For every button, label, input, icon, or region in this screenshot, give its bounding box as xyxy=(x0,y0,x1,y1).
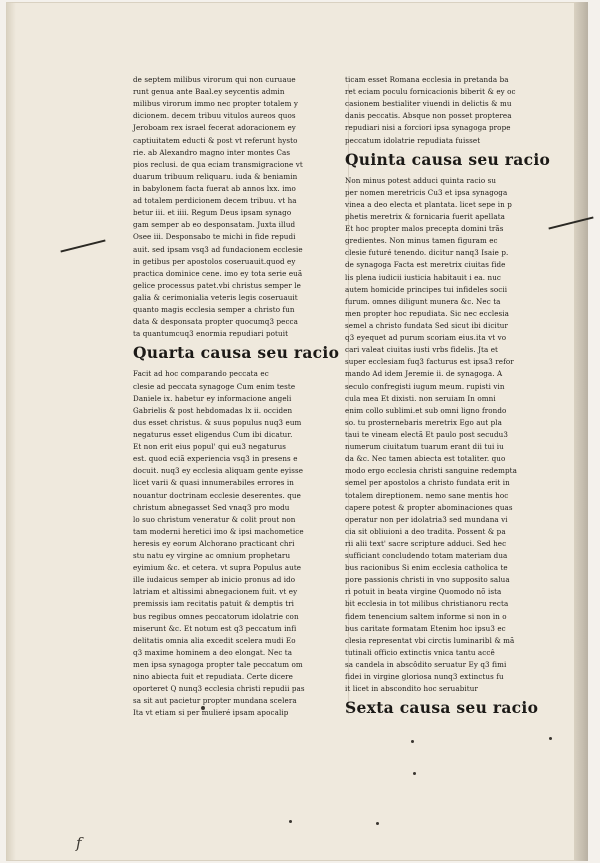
text-line: latriam et altissimi abnegacionem fuit. vt ey xyxy=(133,587,298,597)
text-line: capere potest & propter abominaciones quas xyxy=(345,502,513,512)
text-line: duarum tribuum reliquaru. iuda & beniamin xyxy=(133,171,298,181)
text-line: q3 eyequet ad purum scoriam eius.ita vt vo xyxy=(345,333,507,343)
text-line: in getibus per apostolos coseruauit.quod ey xyxy=(133,256,296,266)
text-line: Daniele ix. habetur ey informacione angeli xyxy=(133,393,292,403)
text-line: taui te vineam electã Et paulo post secudu3 xyxy=(345,429,509,439)
text-line: in babylonem facta fuerat ab annos lxx. imo xyxy=(133,183,296,193)
ink-spot xyxy=(376,822,379,825)
text-line: ticam esset Romana ecclesia in pretanda ba xyxy=(345,75,509,84)
text-line: seculo confregisti iugum meum. rupisti vin xyxy=(345,381,505,391)
text-line: lo suo christum veneratur & colit prout non xyxy=(133,514,296,524)
text-line: cia sit obliuioni a deo tradita. Possent & pa xyxy=(345,526,506,536)
text-line: captiuitatem educti & post vt referunt hysto xyxy=(133,135,298,145)
text-line: men propter hoc repudiata. Sic nec ecclesia xyxy=(345,308,510,318)
text-line: heresis ey eorum Alchorano practicant chri xyxy=(133,538,295,548)
text-line: docuit. nuq3 ey ecclesia aliquam gente eyisse xyxy=(133,466,304,476)
text-line: stu natu ey virgine ac omnium prophetaru xyxy=(133,551,291,561)
text-line: cari valeat ciuitas iusti vrbs fidelis. Jta et xyxy=(345,345,499,355)
text-line: negaturus esset eligendus Cum ibi dicatur. xyxy=(133,429,293,439)
text-line: bus regibus omnes peccatorum idolatrie con xyxy=(133,611,299,621)
text-line: delitatis omnia alia excedit scelera mudi Eo xyxy=(133,635,296,645)
text-line: furum. omnes diligunt munera &c. Nec ta xyxy=(345,296,501,306)
text-line: casionem bestialiter viuendi in delictis & mu xyxy=(345,99,512,109)
text-line: practica dominice cene. imo ey tota serie euã xyxy=(133,268,303,278)
text-line: Gabrielis & post hebdomadas lx ii. occiden xyxy=(133,405,293,415)
text-line: mando Ad idem Jeremie ii. de synagoga. A xyxy=(345,369,503,379)
margin-mark-left xyxy=(60,239,105,252)
text-line: tutinali officio extinctis vnica tantu accê xyxy=(345,647,495,657)
section-heading: Sexta causa seu racio xyxy=(345,698,539,718)
text-line: bit ecclesia in tot milibus christianoru recta xyxy=(345,599,509,609)
text-line: q3 maxime hominem a deo elongat. Nec ta xyxy=(133,647,293,657)
text-line: gredientes. Non minus tamen figuram ec xyxy=(345,236,498,246)
right-text-column xyxy=(345,74,551,723)
text-line: de synagoga Facta est meretrix ciuitas fide xyxy=(345,260,506,270)
text-line: betur iii. et iiii. Regum Deus ipsam synago xyxy=(133,208,292,218)
text-line: lis plena iudicii iusticia habitauit i ea. nuc xyxy=(345,272,502,282)
text-line: clesie ad peccata synagoge Cum enim teste xyxy=(133,381,296,391)
text-line: men ipsa synagoga propter tale peccatum om xyxy=(133,660,303,670)
text-line: eyimium &c. et cetera. vt supra Populus aute xyxy=(133,563,302,573)
text-line: Facit ad hoc comparando peccata ec xyxy=(133,369,269,379)
text-line: licet varii & quasi innumerabiles errores in xyxy=(133,478,294,488)
text-line: enim collo sublimi.et sub omni ligno frondo xyxy=(345,405,507,415)
text-line: rie. ab Alexandro magno inter montes Cas xyxy=(133,147,291,157)
text-line: fidei in virgine gloriosa nunq3 extinctus fu xyxy=(345,672,504,682)
text-line: Jeroboam rex israel fecerat adoracionem ey xyxy=(133,123,296,133)
text-line: super ecclesiam fuq3 facturus est ipsa3 refor xyxy=(345,357,514,367)
text-line: nouantur doctrinam ecclesie deserentes. que xyxy=(133,490,301,500)
text-line: gelice processus patet.vbi christus semper le xyxy=(133,280,301,290)
text-line: it licet in abscondito hoc seruabitur xyxy=(345,684,478,694)
text-line: semel per apostolos a christo fundata erit in xyxy=(345,478,510,488)
text-line: tam moderni heretici imo & ipsi machometice xyxy=(133,526,304,536)
text-line: modo ergo ecclesia christi sanguine redempta xyxy=(345,466,517,476)
text-line: ret eciam poculu fornicacionis biberit & ey oc xyxy=(345,87,516,97)
text-line: pios reclusi. de qua eciam transmigracione vt xyxy=(133,159,303,169)
section-heading: Quarta causa seu racio xyxy=(133,343,340,363)
text-line: bus caritate formatam Etenim hoc ipsu3 ec xyxy=(345,623,506,633)
text-line: danis peccatis. Absque non posset propterea xyxy=(345,111,512,121)
text-line: runt genua ante Baal.ey seycentis admin xyxy=(133,87,285,97)
text-line: per nomen meretricis Cu3 et ipsa synagoga xyxy=(345,187,508,197)
text-line: ad totalem perdicionem decem tribuu. vt ha xyxy=(133,196,297,206)
text-line: sa candela in abscôdito seruatur Ey q3 fimi xyxy=(345,660,507,670)
text-line: miserunt &c. Et notum est q3 peccatum infi xyxy=(133,623,297,633)
text-line: dus esset christus. & suus populus nuq3 eum xyxy=(133,417,302,427)
ink-spot xyxy=(549,737,552,740)
text-line: clesia representat vbi circtis luminaribl & mã xyxy=(345,635,515,645)
text-line: semel a christo fundata Sed sicut ibi dicitur xyxy=(345,320,509,330)
text-line: ri potuit in beata virgine Quomodo nõ ista xyxy=(345,587,502,597)
text-line: de septem milibus virorum qui non curuaue xyxy=(133,75,296,84)
text-line: clesie futuré tenendo. dicitur nanq3 Isaie p. xyxy=(345,248,509,258)
text-line: sufficiant concludendo totam materiam dua xyxy=(345,551,508,561)
ink-spot xyxy=(411,740,414,743)
folio-mark: f xyxy=(76,834,82,852)
text-line: peccatum idolatrie repudiata fuisset xyxy=(345,135,481,145)
text-line: Ita vt etiam si per mulieré ipsam apocalip xyxy=(133,708,289,718)
text-line: pore passionis christi in vno supposito salua xyxy=(345,575,510,585)
text-line: ta quantumcuq3 enormia repudiari potuit xyxy=(133,329,289,339)
section-heading: Quinta causa seu racio xyxy=(345,149,551,169)
text-line: gam semper ab eo desponsatam. Juxta illud xyxy=(133,220,296,230)
text-line: so. tu prosternebaris meretrix Ego aut pla xyxy=(345,417,503,427)
text-line: bus racionibus Si enim ecclesia catholica te xyxy=(345,563,508,573)
text-line: fidem tenencium saltem informe si non in o xyxy=(345,611,507,621)
text-line: milibus virorum immo nec propter totalem y xyxy=(133,99,299,109)
text-line: oporteret Q nunq3 ecclesia christi repudii pas xyxy=(133,684,305,694)
text-line: autem homicide principes tui infideles socii xyxy=(345,284,508,294)
text-line: numerum ciuitatum tuarum erant dii tui iu xyxy=(345,442,504,452)
text-line: est. quod eciã experiencia vsq3 in presens e xyxy=(133,454,298,464)
text-line: quanto magis ecclesia semper a christo fun xyxy=(133,305,295,315)
text-line: christum abnegasset Sed vnaq3 pro modu xyxy=(133,502,290,512)
page-gutter-shadow xyxy=(6,2,16,861)
left-text-column xyxy=(133,74,348,720)
text-line: repudiari nisi a forciori ipsa synagoga prope xyxy=(345,123,511,133)
text-line: cula mea Et dixisti. non seruiam In omni xyxy=(345,393,496,403)
text-line: totalem direptionem. nemo sane mentis hoc xyxy=(345,490,509,500)
text-line: galia & cerimonialia veteris legis coseruauit xyxy=(133,292,298,302)
text-line: data & desponsata propter quocumq3 pecca xyxy=(133,317,299,327)
ink-spot xyxy=(289,820,292,823)
text-line: da &c. Nec tamen abiecta est totaliter. quo xyxy=(345,454,506,464)
text-line: ille iudaicus semper ab inicio pronus ad ido xyxy=(133,575,296,585)
text-line: Non minus potest adduci quinta racio su xyxy=(345,175,497,185)
text-line: Et non erit eius popul' qui eu3 negaturus xyxy=(133,442,287,452)
ink-spot xyxy=(413,772,416,775)
text-line: sa sit aut pacietur propter mundana scelera xyxy=(133,696,297,706)
text-line: rii alii text' sacre scripture adduci. Sed hec xyxy=(345,538,507,548)
text-line: Et hoc propter malos precepta domini trãs xyxy=(345,224,504,234)
page-edge xyxy=(574,2,588,861)
text-line: phetis meretrix & fornicaria fuerit apellata xyxy=(345,211,506,221)
text-line: vinea a deo electa et plantata. licet sepe in p xyxy=(345,199,512,209)
text-line: operatur non per idolatria3 sed mundana vi xyxy=(345,514,508,524)
text-line: premissis iam recitatis patuit & demptis tri xyxy=(133,599,295,609)
text-line: dicionem. decem tribuu vitulos aureos quos xyxy=(133,111,296,121)
text-line: Osee iii. Desponsabo te michi in fide repudi xyxy=(133,232,296,242)
text-line: auit. sed ipsam vsq3 ad fundacionem ecclesie xyxy=(133,244,303,254)
text-line: nino abiecta fuit et repudiata. Certe dicere xyxy=(133,672,293,682)
